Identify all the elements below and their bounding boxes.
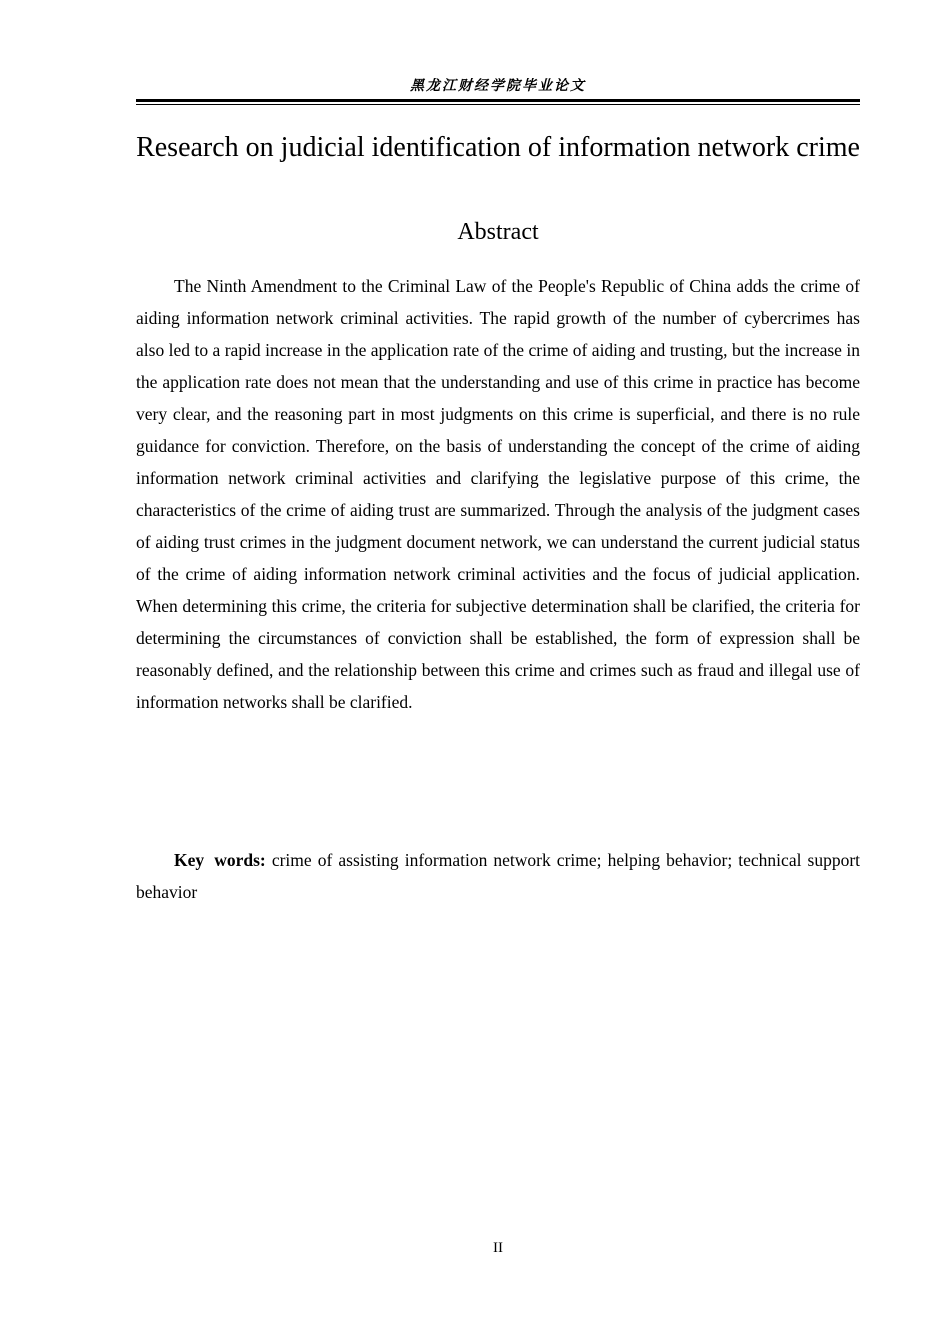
keywords-text: crime of assisting information network crime; helping behavior; technical support behavior	[136, 850, 861, 902]
header-rule-thick	[136, 99, 860, 102]
keywords-label: Key words:	[174, 850, 266, 870]
paper-title: Research on judicial identification of information network crime	[136, 132, 860, 163]
running-header: 黑龙江财经学院毕业论文	[410, 78, 586, 94]
keywords-paragraph	[136, 844, 860, 908]
header-rule-thin	[136, 104, 860, 105]
abstract-paragraph: The Ninth Amendment to the Criminal Law of the People's Republic of China adds the crime of aiding information network criminal activities. The rapid growth of the number of cybercrimes has also led to a rapid increase in the application rate of the crime of aiding and trusting, but the increase in the application rate does not mean that the understanding and use of this crime in practice has become very clear, and the reasoning part in most judgments on this crime is superficial, and there is no rule guidance for conviction. Therefore, on the basis of understanding the concept of the crime of aiding information network criminal activities and clarifying the legislative purpose of this crime, the characteristics of the crime of aiding trust are summarized. Through the analysis of the judgment cases of aiding trust crimes in the judgment document network, we can understand the current judicial status of the crime of aiding information network criminal activities and the focus of judicial application. When determining this crime, the criteria for subjective determination shall be clarified, the criteria for determining the circumstances of conviction shall be established, the form of expression shall be reasonably defined, and the relationship between this crime and crimes such as fraud and illegal use of information networks shall be clarified.	[136, 276, 860, 712]
page-number: II	[493, 1240, 503, 1256]
abstract-heading: Abstract	[457, 219, 539, 245]
header-double-rule	[136, 99, 860, 105]
